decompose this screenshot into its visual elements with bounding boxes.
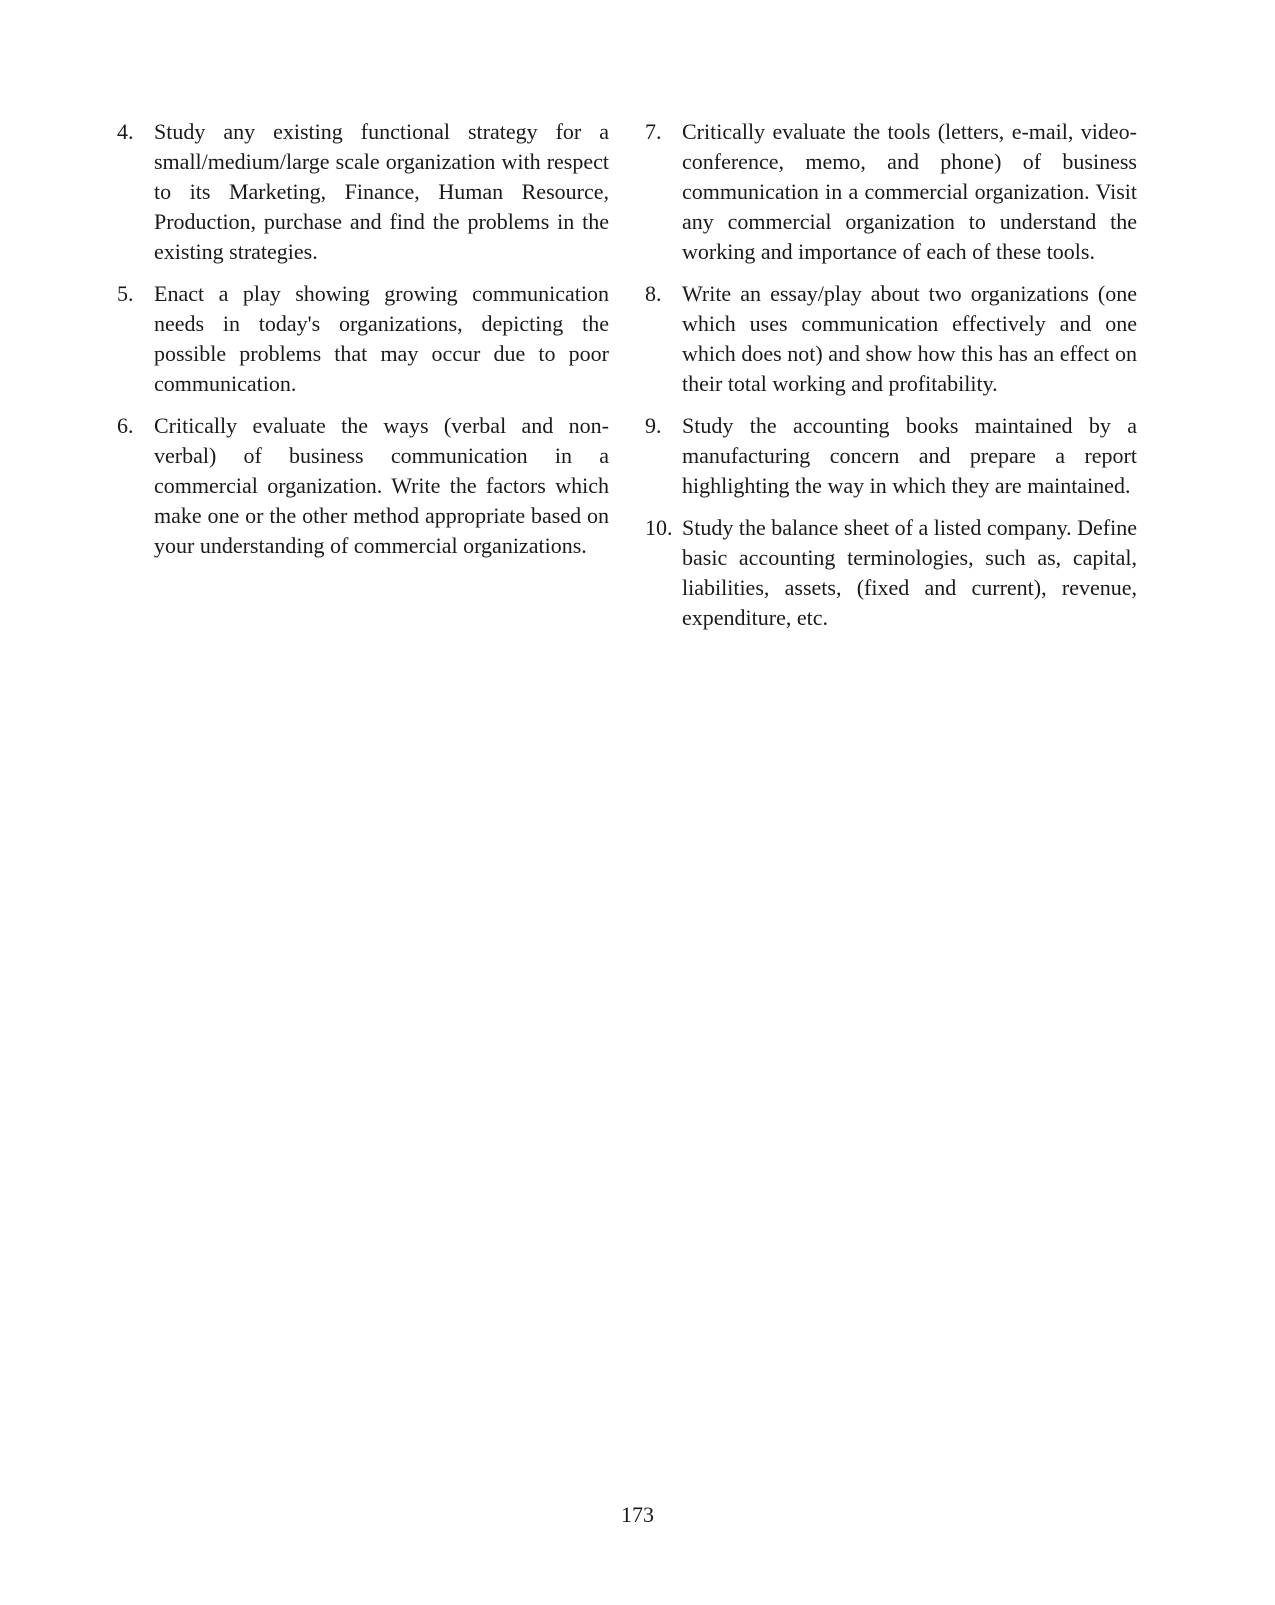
item-text: Study the balance sheet of a listed company. Define basic accounting terminologies, such as, capital, liabilities, assets, (fixed and current), revenue, expenditure, etc. [682,515,1137,630]
item-text: Critically evaluate the tools (letters, e-mail, video-conference, memo, and phone) of business communication in a commercial organization. Visit any commercial organization to understand the working and importance of each of these tools. [682,119,1137,264]
list-item [645,279,1137,399]
item-number: 10. [645,515,673,540]
list-item [117,411,609,561]
item-text: Critically evaluate the ways (verbal and non-verbal) of business communication in a commercial organization. Write the factors which make one or the other method appropriate based on your understanding of commercial organizations. [154,413,609,558]
list-item [117,117,609,267]
list-item [645,117,1137,267]
page-number: 173 [621,1502,654,1527]
item-number: 8. [645,281,662,306]
list-item [645,513,1137,633]
item-number: 5. [117,281,134,306]
item-text: Write an essay/play about two organizations (one which uses communication effectively and one which does not) and show how this has an effect on their total working and profitability. [682,281,1137,396]
item-number: 6. [117,413,134,438]
item-number: 9. [645,413,662,438]
list-item [645,411,1137,501]
item-text: Study the accounting books maintained by a manufacturing concern and prepare a report highlighting the way in which they are maintained. [682,413,1137,498]
item-number: 7. [645,119,662,144]
right-column [645,117,1137,645]
item-number: 4. [117,119,134,144]
left-column [117,117,609,573]
item-text: Study any existing functional strategy for a small/medium/large scale organization with respect to its Marketing, Finance, Human Resource, Production, purchase and find the problems in the existing strategies. [154,119,609,264]
item-text: Enact a play showing growing communication needs in today's organizations, depicting the possible problems that may occur due to poor communication. [154,281,609,396]
list-item [117,279,609,399]
